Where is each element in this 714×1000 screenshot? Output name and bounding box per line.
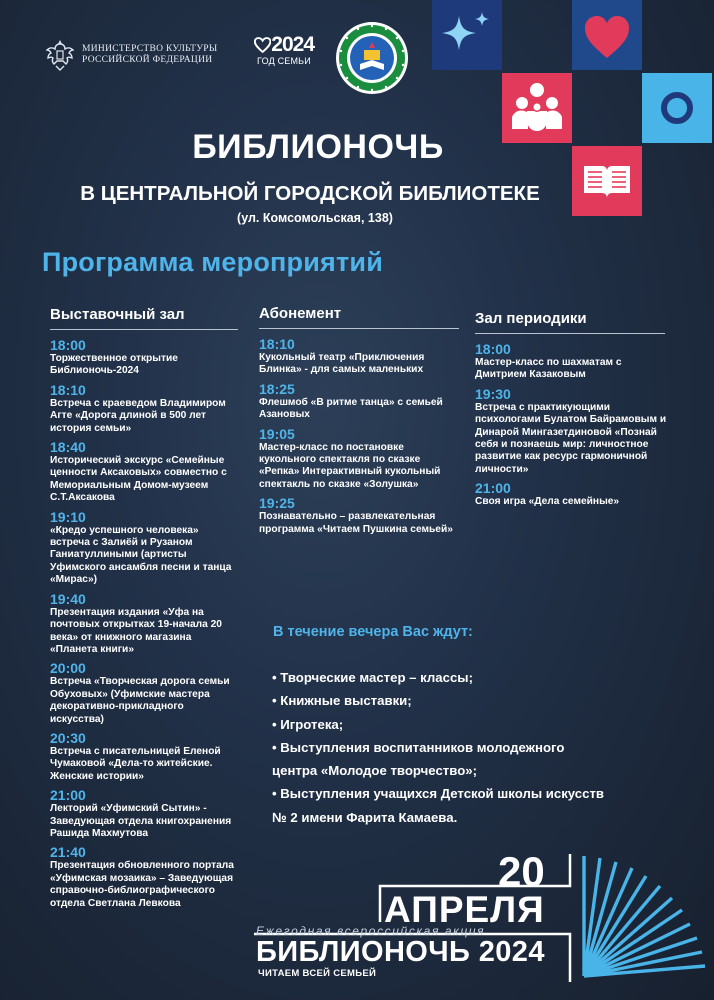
event-description: Исторический экскурс «Семейные ценности Аксаковых» совместно с Мемориальным Домом-музеем С.Т.Аксакова <box>50 455 227 504</box>
evening-list-item: • Игротека; <box>272 716 344 732</box>
ministry-logo <box>46 38 217 72</box>
event-item <box>259 382 459 422</box>
event-item <box>475 342 667 382</box>
event-description: Презентация обновленного портала «Уфимская мозаика» – Заведующая справочно-библиографического отдела Светлана Левкова <box>50 860 234 909</box>
column-heading: Выставочный зал <box>50 306 238 330</box>
event-item <box>50 383 240 435</box>
event-item <box>475 481 667 508</box>
column-periodicals-hall <box>475 310 667 514</box>
event-description: Своя игра «Дела семейные» <box>475 496 620 508</box>
event-time: 18:10 <box>50 381 86 398</box>
year-logo-number: 2024 <box>271 33 314 56</box>
eagle-icon <box>46 38 74 72</box>
event-time: 18:10 <box>259 336 295 352</box>
event-time: 21:00 <box>50 787 86 804</box>
event-item <box>475 387 667 476</box>
year-of-family-logo <box>254 34 314 66</box>
event-time: 21:40 <box>50 844 86 861</box>
ring-tile <box>642 73 712 143</box>
event-item <box>50 731 240 783</box>
event-item <box>259 496 459 536</box>
ministry-name <box>82 44 217 66</box>
event-time: 18:40 <box>50 439 86 456</box>
sparkle-icon <box>432 0 502 70</box>
event-time: 18:00 <box>475 341 511 357</box>
event-description: Встреча с краеведом Владимиром Агте «Дорога длиной в 500 лет история семьи» <box>50 397 226 434</box>
heart-tile <box>572 0 642 70</box>
event-badge <box>250 850 714 990</box>
badge-name: БИБЛИОНОЧЬ 2024 <box>256 936 545 968</box>
column-heading: Абонемент <box>259 305 459 329</box>
program-heading: Программа мероприятий <box>42 247 384 277</box>
event-description: Мастер-класс по постановке кукольного спектакля по сказке «Репка» Интерактивный кукольный спектакль по сказке «Золушка» <box>259 441 441 490</box>
column-heading: Зал периодики <box>475 310 665 334</box>
event-description: Мастер-класс по шахматам с Дмитрием Казаковым <box>475 357 622 381</box>
event-time: 18:00 <box>50 337 86 353</box>
column-exhibition-hall <box>50 306 240 915</box>
event-item <box>259 427 459 492</box>
poster-title: БИБЛИОНОЧЬ <box>192 128 444 166</box>
event-description: Лекторий «Уфимский Сытин» - Заведующая отдела книгохранения Рашида Махмутова <box>50 803 232 839</box>
event-item <box>50 440 240 505</box>
event-description: «Кредо успешного человека» встреча с Залиёй и Рузаном Ганиатуллиными (артисты Уфимского ансамбля песни и танца «Мирас») <box>50 524 232 586</box>
evening-list-item: • Выступления учащихся Детской школы искусств <box>272 786 605 802</box>
event-time: 19:10 <box>50 508 86 525</box>
badge-day: 20 <box>498 848 545 895</box>
event-item <box>50 592 240 657</box>
event-time: 19:05 <box>259 425 295 442</box>
evening-list-item: • Творческие мастер – классы; <box>272 670 473 685</box>
event-item <box>50 338 240 378</box>
event-item <box>259 337 459 377</box>
event-time: 19:40 <box>50 590 86 607</box>
evening-list-item: № 2 имени Фарита Камаева. <box>272 809 458 825</box>
evening-list-item: центра «Молодое творчество»; <box>272 763 477 779</box>
event-description: Встреча «Творческая дорога семьи Обуховых» (Уфимские мастера декоративно-прикладного искусства) <box>50 676 230 725</box>
ministry-line-1: МИНИСТЕРСТВО КУЛЬТУРЫ <box>82 44 218 54</box>
evening-list <box>272 666 692 829</box>
event-description: Познавательно – развлекательная программа «Читаем Пушкина семьей» <box>259 511 453 535</box>
event-description: Презентация издания «Уфа на почтовых открытках 19-начала 20 века» от книжного магазина «Планета книги» <box>50 606 222 655</box>
library-emblem-icon <box>334 20 410 96</box>
event-description: Торжественное открытие Библионочь-2024 <box>50 353 178 377</box>
event-time: 21:00 <box>475 480 511 497</box>
event-description: Встреча с практикующими психологами Булатом Байрамовым и Динарой Мингазетдиновой «Познай себя и познаешь мир: личностное развитие как ресурс гармоничной личности» <box>475 401 667 475</box>
event-time: 18:25 <box>259 380 295 397</box>
event-item <box>50 788 240 840</box>
evening-list-item: • Выступления воспитанников молодежного <box>272 739 565 755</box>
event-item <box>50 845 240 910</box>
event-item <box>50 661 240 726</box>
event-description: Встреча с писательницей Еленой Чумаковой «Дела-то житейские. Женские истории» <box>50 745 221 782</box>
event-description: Кукольный театр «Приключения Блинка» - для самых маленьких <box>259 352 425 376</box>
badge-slogan: ЧИТАЕМ ВСЕЙ СЕМЬЕЙ <box>258 968 377 979</box>
event-item <box>50 510 240 587</box>
poster-subtitle: В ЦЕНТРАЛЬНОЙ ГОРОДСКОЙ БИБЛИОТЕКЕ <box>80 182 540 205</box>
ministry-line-2: РОССИЙСКОЙ ФЕДЕРАЦИИ <box>82 55 213 65</box>
event-time: 20:00 <box>50 660 86 677</box>
event-time: 19:25 <box>259 495 295 512</box>
badge-annual: Ежегодная всероссийская акция <box>256 924 486 938</box>
event-time: 19:30 <box>475 385 511 402</box>
year-logo-caption: ГОД СЕМЬИ <box>257 56 311 66</box>
fan-icon <box>580 852 710 980</box>
evening-heading: В течение вечера Вас ждут: <box>273 624 473 640</box>
address: (ул. Комсомольская, 138) <box>237 211 393 225</box>
heart-icon <box>572 0 642 70</box>
badge-month: АПРЕЛЯ <box>384 889 545 930</box>
year-logo-number-row <box>254 34 314 56</box>
column-lending-room <box>259 305 459 541</box>
ring-icon <box>642 73 712 143</box>
event-time: 20:30 <box>50 729 86 746</box>
event-description: Флешмоб «В ритме танца» с семьей Азановых <box>259 396 443 421</box>
heart-outline-icon <box>254 36 271 54</box>
evening-list-item: • Книжные выставки; <box>272 693 412 709</box>
sparkle-tile <box>432 0 502 70</box>
